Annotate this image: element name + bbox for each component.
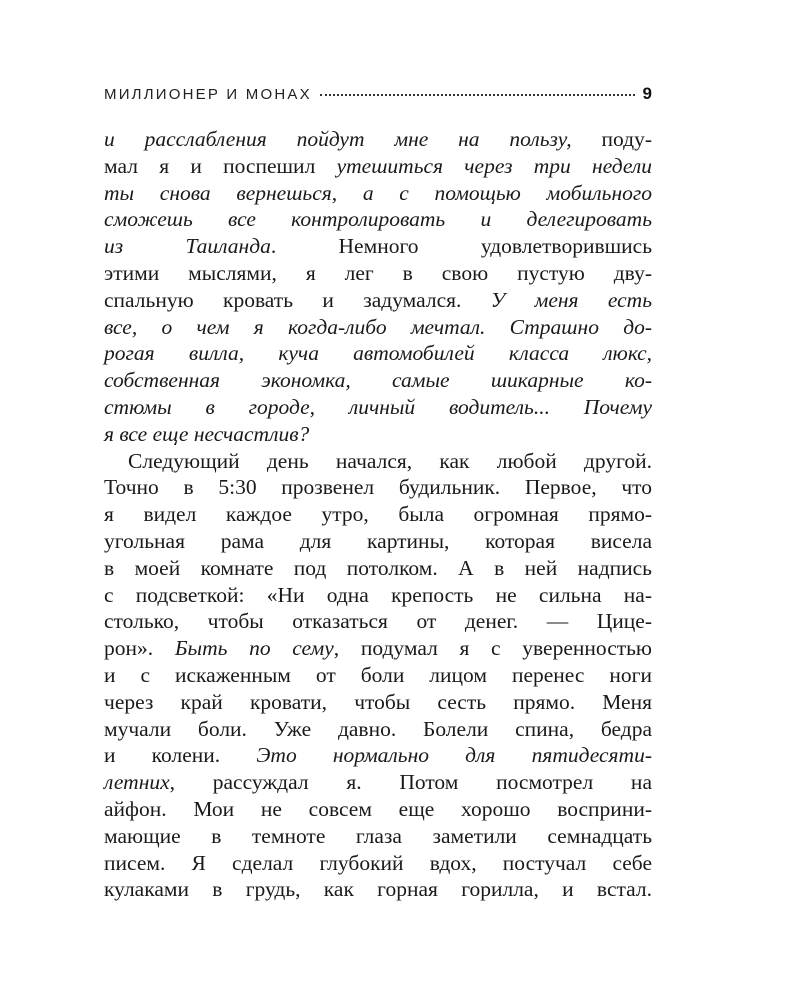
running-head: [104, 84, 652, 104]
text-line: [104, 340, 652, 367]
text-segment: я видел каждое утро, была огромная прямо-: [104, 502, 652, 527]
text-segment: мающие в темноте глаза заметили семнадцать: [104, 823, 652, 848]
text-line: [104, 421, 652, 448]
running-head-title: МИЛЛИОНЕР И МОНАХ: [104, 86, 312, 103]
text-line: [104, 742, 652, 769]
text-line: [104, 823, 652, 850]
text-segment: , рассуждал я. Потом посмотрел на: [169, 770, 652, 795]
text-segment: поду-: [571, 127, 652, 151]
italic-text: Быть по сему: [174, 636, 334, 661]
body-text: [104, 126, 652, 903]
text-segment: через край кровати, чтобы сесть прямо. Меня: [104, 689, 652, 714]
text-segment: столько, чтобы отказаться от денег. — Цице-: [104, 609, 652, 634]
text-line: [104, 850, 652, 877]
text-line: [104, 662, 652, 689]
text-segment: мал я и поспешил: [104, 153, 337, 178]
text-line: [104, 582, 652, 609]
text-segment: рон».: [104, 636, 175, 661]
text-line: [104, 796, 652, 823]
text-segment: Точно в 5:30 прозвенел будильник. Первое, что: [104, 475, 652, 500]
text-line: [104, 153, 652, 180]
italic-text: все, о чем я когда-либо мечтал. Страшно до-: [104, 314, 652, 339]
text-segment: кулаками в грудь, как горная горилла, и встал.: [104, 877, 652, 902]
text-segment: мучали боли. Уже давно. Болели спина, бедра: [104, 716, 652, 741]
text-segment: . Немного удовлетворившись: [270, 234, 653, 259]
text-line: [104, 287, 652, 314]
italic-text: из Таиланда: [104, 234, 271, 259]
text-line: [104, 528, 652, 555]
text-line: [104, 448, 652, 475]
text-line: [104, 608, 652, 635]
italic-text: собственная экономка, самые шикарные ко-: [104, 368, 652, 393]
italic-text: и расслабления пойдут мне на пользу,: [104, 127, 572, 151]
text-line: [104, 635, 652, 662]
italic-text: рогая вилла, куча автомобилей класса люкс,: [104, 341, 652, 366]
text-line: [104, 126, 652, 153]
text-segment: Следующий день начался, как любой другой.: [128, 448, 652, 473]
text-line: [104, 769, 652, 796]
dot-leader: [320, 93, 635, 96]
text-segment: , подумал я с уверенностью: [333, 636, 652, 661]
text-line: [104, 716, 652, 743]
text-line: [104, 206, 652, 233]
text-segment: спальную кровать и задумался.: [104, 287, 491, 312]
italic-text: летних: [104, 770, 170, 795]
italic-text: У меня есть: [490, 287, 652, 312]
text-line: [104, 689, 652, 716]
text-segment: писем. Я сделал глубокий вдох, постучал себе: [104, 850, 652, 875]
text-line: [104, 394, 652, 421]
page-number: 9: [642, 84, 652, 103]
text-segment: угольная рама для картины, которая висела: [104, 528, 652, 553]
italic-text: стюмы в городе, личный водитель... Почему: [104, 394, 652, 419]
text-segment: айфон. Мои не совсем еще хорошо восприни-: [104, 796, 652, 821]
italic-text: сможешь все контролировать и делегировать: [104, 207, 652, 232]
text-segment: и с искаженным от боли лицом перенес ноги: [104, 662, 652, 687]
italic-text: я все еще несчастлив?: [104, 421, 310, 446]
text-segment: в моей комнате под потолком. А в ней надпись: [104, 555, 652, 580]
text-line: [104, 314, 652, 341]
text-line: [104, 555, 652, 582]
text-segment: с подсветкой: «Ни одна крепость не сильна на-: [104, 582, 652, 607]
text-segment: этими мыслями, я лег в свою пустую дву-: [104, 260, 652, 285]
text-line: [104, 876, 652, 903]
text-line: [104, 260, 652, 287]
text-line: [104, 501, 652, 528]
text-line: [104, 233, 652, 260]
text-segment: и колени.: [104, 743, 257, 768]
text-line: [104, 367, 652, 394]
text-line: [104, 180, 652, 207]
italic-text: Это нормально для пятидесяти-: [256, 743, 652, 768]
italic-text: утешиться через три недели: [336, 153, 652, 178]
text-line: [104, 474, 652, 501]
italic-text: ты снова вернешься, а с помощью мобильного: [104, 180, 652, 205]
